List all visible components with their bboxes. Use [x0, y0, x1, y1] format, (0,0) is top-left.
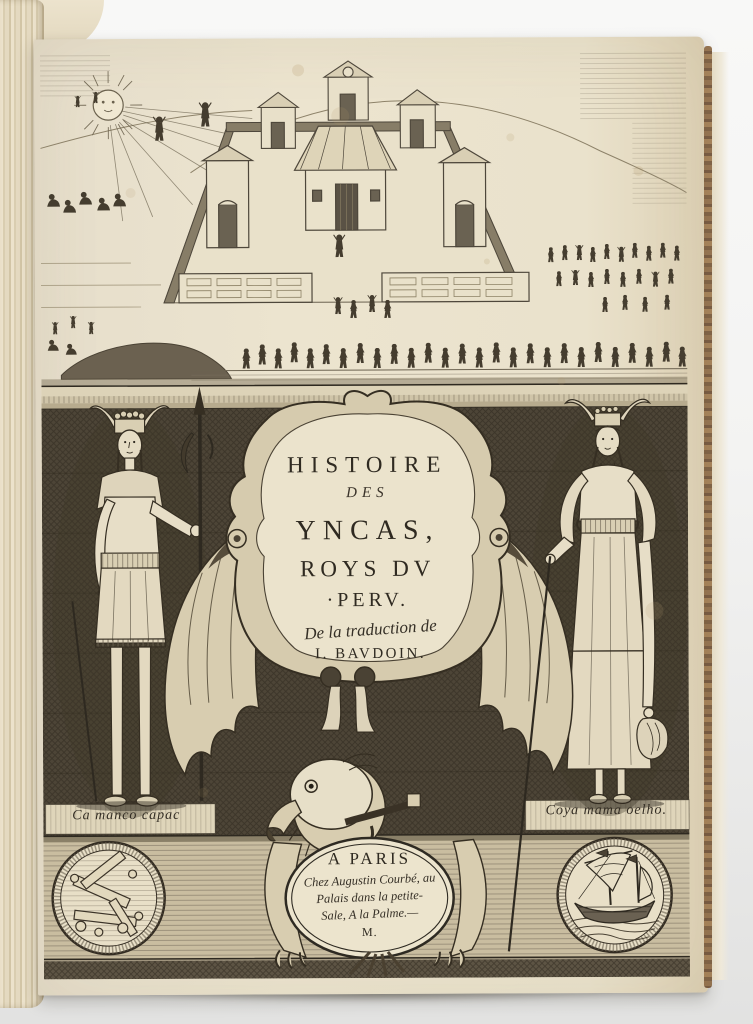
- temple-complex: [163, 60, 529, 303]
- ruins-medallion: [52, 842, 164, 954]
- upper-scene: [40, 51, 687, 387]
- imprint-line-address1: Palais dans la petite-: [316, 887, 424, 907]
- title-line-yncas: YNCAS,: [295, 514, 440, 547]
- title-line-roys-dv: ROYS DV: [300, 555, 436, 582]
- imprint-line-publisher: Chez Augustin Courbé, au: [303, 870, 436, 890]
- imprint-line-address2: Sale, A la Palme.—: [320, 905, 419, 923]
- corner-pavilion: [397, 90, 438, 148]
- rear-pavilion: [324, 61, 372, 120]
- title-line-histoire: HISTOIRE: [287, 451, 448, 478]
- procession: [191, 341, 687, 371]
- title-line-des: DES: [346, 484, 389, 502]
- imprint-line-m: M.: [361, 924, 378, 940]
- ship-medallion: [557, 838, 671, 952]
- book-cover-edge: [712, 52, 729, 980]
- corner-pavilion: [202, 146, 252, 248]
- title-line-baudoin: I. BAVDOIN.: [315, 645, 427, 663]
- imprint-line-a-paris: A PARIS: [327, 848, 412, 869]
- pedestal-label-right: Coya mama oelho.: [545, 802, 668, 819]
- title-line-traduction: De la traduction de: [303, 615, 438, 644]
- pedestal-label-left: Ca manco capac: [72, 807, 181, 824]
- crowd-right: [548, 243, 680, 312]
- corner-pavilion: [439, 147, 489, 246]
- binding-edge: [704, 46, 712, 988]
- title-line-perv: ·PERV.: [326, 588, 410, 612]
- central-temple: [294, 126, 396, 230]
- corner-pavilion: [258, 92, 298, 148]
- title-page: [34, 37, 708, 996]
